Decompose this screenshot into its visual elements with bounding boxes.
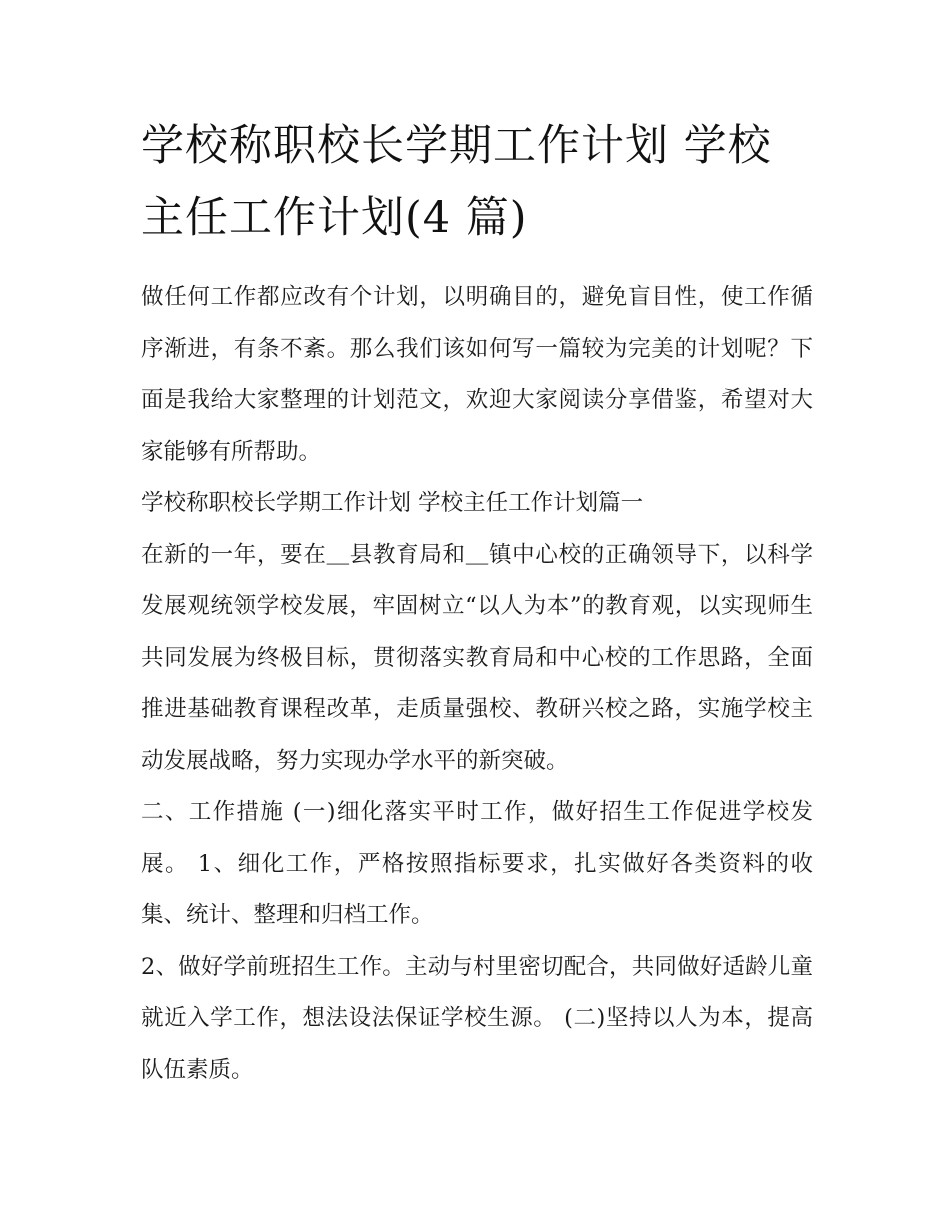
intro-paragraph: 做任何工作都应改有个计划，以明确目的，避免盲目性，使工作循序渐进，有条不紊。那么我们该如何写一篇较为完美的计划呢？下面是我给大家整理的计划范文，欢迎大家阅读分享借鉴，希望对大家能够有所帮助。: [141, 284, 813, 465]
document-page: [141, 110, 813, 1096]
body-paragraph: 在新的一年，要在＿县教育局和＿镇中心校的正确领导下，以科学发展观统领学校发展，牢固树立“以人为本”的教育观，以实现师生共同发展为终极目标，贯彻落实教育局和中心校的工作思路，全面推进基础教育课程改革，走质量强校、教研兴校之路，实施学校主动发展战略，努力实现办学水平的新突破。: [141, 541, 813, 774]
document-title: 学校称职校长学期工作计划 学校主任工作计划(4 篇): [141, 121, 772, 243]
body-paragraph: 二、工作措施 (一)细化落实平时工作，做好招生工作促进学校发展。 1、细化工作，严格按照指标要求，扎实做好各类资料的收集、统计、整理和归档工作。: [141, 799, 813, 928]
section-heading: 学校称职校长学期工作计划 学校主任工作计划篇一: [141, 490, 644, 516]
body-paragraph: 2、做好学前班招生工作。主动与村里密切配合，共同做好适龄儿童就近入学工作，想法设法保证学校生源。 (二)坚持以人为本，提高队伍素质。: [141, 953, 813, 1083]
